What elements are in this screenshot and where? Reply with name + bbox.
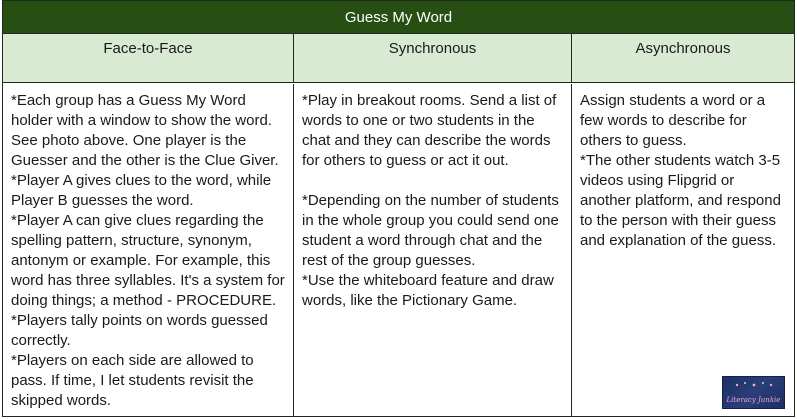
table-title: Guess My Word	[3, 1, 794, 34]
face-to-face-line: *Players tally points on words guessed correctly.	[11, 312, 268, 349]
header-face-to-face: Face-to-Face	[103, 40, 193, 57]
table-body-row	[3, 84, 794, 416]
face-to-face-line: *Each group has a Guess My Word holder with a window to show the word. See photo above. One player is the Guesser and the other is the Clue Giver.	[11, 92, 279, 169]
literacy-junkie-logo	[722, 376, 785, 409]
cell-face-to-face	[3, 84, 293, 416]
cell-asynchronous	[571, 84, 794, 416]
header-synchronous: Synchronous	[293, 34, 571, 82]
logo-text: Literacy Junkie	[726, 396, 781, 404]
cell-synchronous	[293, 84, 571, 416]
synchronous-line: *Use the whiteboard feature and draw words, like the Pictionary Game.	[302, 272, 554, 309]
header-asynchronous: Asynchronous	[571, 34, 794, 82]
asynchronous-line: *The other students watch 3-5 videos using Flipgrid or another platform, and respond to the person with their guess and explanation of the guess.	[580, 152, 781, 249]
logo-decoration-icon	[729, 380, 779, 390]
table-header-row	[3, 34, 794, 83]
face-to-face-line: *Player A gives clues to the word, while Player B guesses the word.	[11, 172, 272, 209]
asynchronous-line: Assign students a word or a few words to describe for others to guess.	[580, 92, 766, 149]
synchronous-line: *Depending on the number of students in the whole group you could send one student a word through chat and the rest of the group guesses.	[302, 192, 559, 269]
face-to-face-line: *Player A can give clues regarding the spelling pattern, structure, synonym, antonym or example. For example, this word has three syllables. It's a system for doing things; a method - PROCEDURE.	[11, 212, 285, 309]
synchronous-line: *Play in breakout rooms. Send a list of words to one or two students in the chat and they can describe the words for others to guess or act it out.	[302, 92, 557, 169]
spacer	[302, 171, 563, 191]
guess-my-word-table	[2, 0, 795, 417]
face-to-face-line: *Players on each side are allowed to pass. If time, I let students revisit the skipped words.	[11, 352, 254, 409]
